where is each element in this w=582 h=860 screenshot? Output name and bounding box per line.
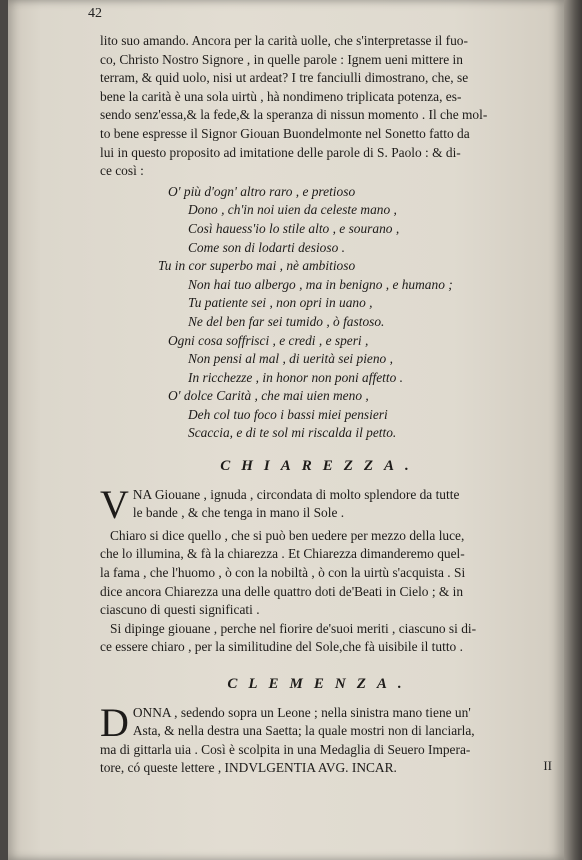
- text-line: NA Giouane , ignuda , circondata di molto splendore da tutte: [132, 486, 460, 502]
- text-line: lui in questo proposito ad imitatione delle parole di S. Paolo : & di-: [100, 144, 461, 160]
- facing-page-edge: [564, 0, 582, 860]
- text-line: tore, có queste lettere , INDVLGENTIA AVG. INCAR.: [100, 760, 397, 776]
- text-line: sendo senz'essa,& la fede,& la speranza di nissun momento . Il che mol-: [100, 107, 488, 123]
- clemenza-definition: [100, 699, 540, 778]
- section-heading-chiarezza: CHIAREZZA.: [220, 458, 420, 475]
- text-line: Chiaro si dice quello , che si può ben uedere per mezzo della luce,: [110, 527, 465, 543]
- page-number: 42: [88, 6, 102, 21]
- text-line: le bande , & che tenga in mano il Sole .: [132, 505, 345, 521]
- text-line: ce essere chiaro , per la similitudine del Sole,che fà uisibile il tutto .: [100, 639, 463, 655]
- poem-line: Ne del ben far sei tumido , ò fastoso.: [188, 313, 385, 329]
- poem-line: Non pensi al mal , di uerità sei pieno ,: [188, 351, 393, 367]
- text-line: dice ancora Chiarezza una delle quattro doti de'Beati in Cielo ; & in: [100, 583, 464, 599]
- text-line: bene la carità è una sola uirtù , hà nondimeno triplicata potenza, es-: [100, 88, 462, 104]
- poem-line: O' più d'ogn' altro raro , e pretioso: [168, 183, 356, 199]
- text-line: ONNA , sedendo sopra un Leone ; nella sinistra mano tiene un': [132, 704, 471, 720]
- intro-paragraph: [100, 32, 540, 181]
- poem-line: Tu patiente sei , non opri in uano ,: [188, 295, 373, 311]
- poem-line: Non hai tuo albergo , ma in benigno , e humano ;: [188, 276, 453, 292]
- text-line: Si dipinge giouane , perche nel fiorire de'suoi meriti , ciascuno si di-: [110, 620, 477, 636]
- sonnet: [158, 183, 540, 443]
- poem-line: Tu in cor superbo mai , nè ambitioso: [158, 258, 356, 274]
- text-line: co, Christo Nostro Signore , in quelle parole : Ignem ueni mittere in: [100, 51, 463, 67]
- poem-line: Così hauess'io lo stile alto , e sourano ,: [188, 220, 400, 236]
- text-line: Asta, & nella destra una Saetta; la quale mostri non di lanciarla,: [132, 723, 475, 739]
- text-line: la fama , che l'huomo , ò con la nobiltà , ò con la uirtù s'acquista . Si: [100, 565, 466, 581]
- poem-line: In ricchezze , in honor non poni affetto .: [188, 369, 403, 385]
- text-line: ma di gittarla uia . Così è scolpita in una Medaglia di Seuero Impera-: [100, 741, 471, 757]
- text-line: lito suo amando. Ancora per la carità uolle, che s'interpretasse il fuo-: [100, 33, 468, 48]
- poem-line: O' dolce Carità , che mai uien meno ,: [168, 388, 369, 404]
- text-line: terram, & quid uolo, nisi ut ardeat? I tre fanciulli dimostrano, che, se: [100, 70, 469, 86]
- poem-line: Scaccia, e di te sol mi riscalda il petto.: [188, 425, 397, 441]
- text-line: che lo illumina, & fà la chiarezza . Et Chiarezza dimanderemo quel-: [100, 546, 465, 562]
- drop-cap: V: [100, 481, 129, 527]
- poem-line: Deh col tuo foco i bassi miei pensieri: [188, 406, 388, 422]
- text-line: ce così :: [100, 163, 144, 179]
- text-line: to bene espresse il Signor Giouan Buondelmonte nel Sonetto fatto da: [100, 125, 470, 141]
- chiarezza-definition: [100, 481, 540, 527]
- poem-line: Dono , ch'in noi uien da celeste mano ,: [188, 202, 397, 218]
- drop-cap: D: [100, 699, 129, 745]
- text-line: ciascuno di questi significati .: [100, 602, 260, 618]
- section-heading-clemenza: CLEMENZA.: [227, 676, 413, 692]
- page-text: [100, 10, 540, 778]
- poem-line: Ogni cosa soffrisci , e credi , e speri ,: [168, 332, 369, 348]
- poem-line: Come son di lodarti desioso .: [188, 239, 345, 255]
- chiarezza-commentary: [100, 527, 540, 657]
- catchword: II: [543, 758, 552, 773]
